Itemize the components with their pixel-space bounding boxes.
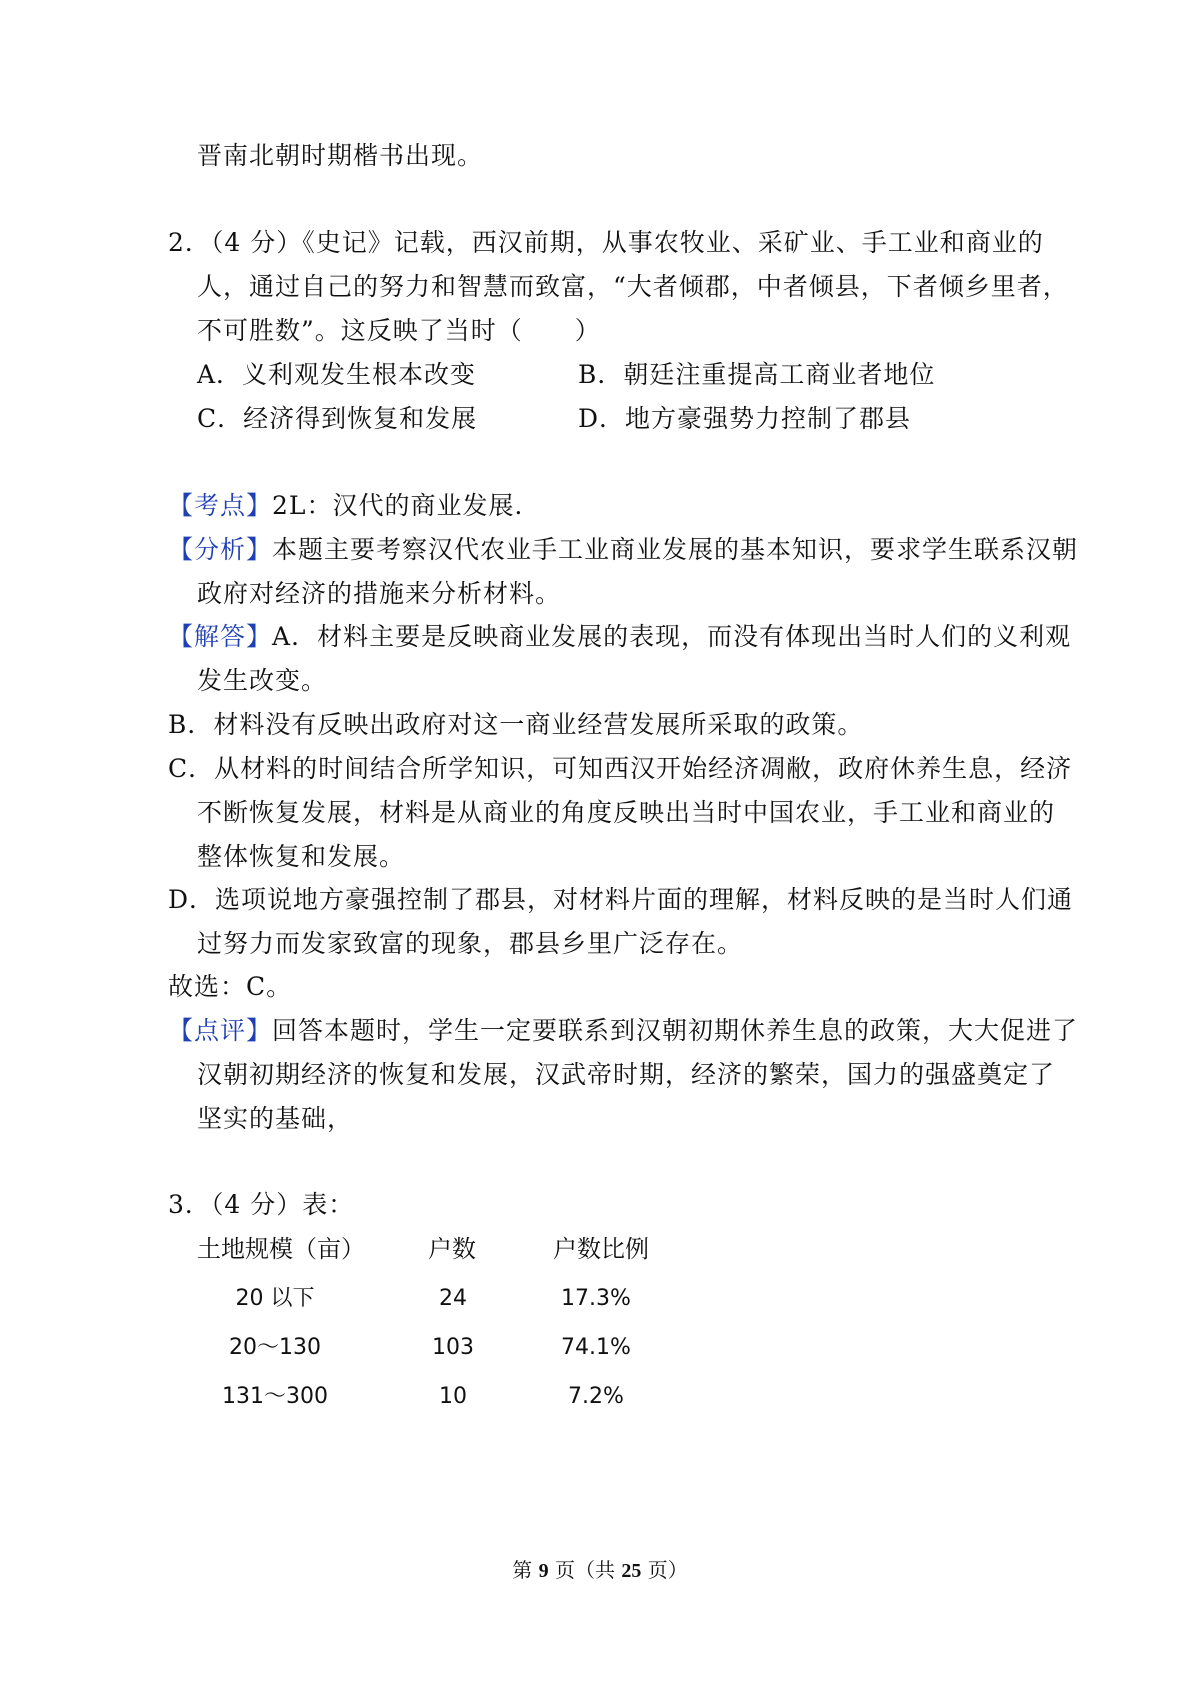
fenxi-tag: 【分析】 (168, 535, 273, 564)
kaodian-line (168, 491, 541, 521)
footer-middle: 页（共 (548, 1558, 622, 1582)
table-row-3-ratio: 7.2% (568, 1384, 624, 1409)
dianping-tag: 【点评】 (168, 1016, 273, 1045)
table-row-1-land: 20 以下 (235, 1286, 315, 1311)
analysis-d-line-2: 过努力而发家致富的现象，郡县乡里广泛存在。 (197, 929, 744, 958)
analysis-c-line-3: 整体恢复和发展。 (197, 842, 406, 871)
fenxi-line-1 (168, 535, 1078, 565)
footer-page-number: 9 (538, 1560, 549, 1582)
answer-line: 故选：C。 (168, 972, 293, 1001)
page-footer (0, 1558, 1200, 1583)
table-row-1-ratio: 17.3% (561, 1286, 631, 1311)
footer-suffix: 页） (641, 1558, 688, 1582)
q3-stem: 3．（4 分）表： (168, 1190, 355, 1219)
table-row-3-households: 10 (439, 1384, 467, 1409)
jieda-line-2: 发生改变。 (197, 666, 328, 695)
jieda-text-1: A．材料主要是反映商业发展的表现，而没有体现出当时人们的义利观 (272, 622, 1072, 651)
fenxi-text-1: 本题主要考察汉代农业手工业商业发展的基本知识，要求学生联系汉朝 (272, 535, 1079, 564)
q2-option-c: C．经济得到恢复和发展 (197, 404, 478, 433)
carry-over-text: 晋南北朝时期楷书出现。 (197, 141, 484, 170)
table-row-2-ratio: 74.1% (561, 1335, 631, 1360)
analysis-b: B．材料没有反映出政府对这一商业经营发展所采取的政策。 (168, 710, 864, 739)
table-row-1-households: 24 (439, 1286, 467, 1311)
kaodian-tag: 【考点】 (168, 491, 273, 520)
q2-option-a: A．义利观发生根本改变 (197, 360, 477, 389)
q2-option-d: D．地方豪强势力控制了郡县 (578, 404, 912, 433)
dianping-text-1: 回答本题时，学生一定要联系到汉朝初期休养生息的政策，大大促进了 (272, 1016, 1079, 1045)
table-header-land: 土地规模（亩） (197, 1235, 365, 1263)
fenxi-line-2: 政府对经济的措施来分析材料。 (197, 579, 562, 608)
analysis-c-line-2: 不断恢复发展，材料是从商业的角度反映出当时中国农业，手工业和商业的 (197, 798, 1056, 827)
dianping-line-3: 坚实的基础， (197, 1104, 354, 1133)
dianping-line-1 (168, 1016, 1078, 1046)
jieda-line-1 (168, 622, 1071, 652)
footer-total-pages: 25 (621, 1560, 642, 1582)
kaodian-text: 2L：汉代的商业发展． (272, 491, 541, 520)
table-row-3-land: 131～300 (222, 1384, 328, 1409)
table-row-2-land: 20～130 (229, 1335, 321, 1360)
q2-stem-line-2: 人，通过自己的努力和智慧而致富，“大者倾郡，中者倾县，下者倾乡里者， (197, 272, 1069, 301)
table-header-households: 户数 (428, 1235, 476, 1263)
dianping-line-2: 汉朝初期经济的恢复和发展，汉武帝时期，经济的繁荣，国力的强盛奠定了 (197, 1060, 1056, 1089)
q2-stem-line-1: 2．（4 分）《史记》记载，西汉前期，从事农牧业、采矿业、手工业和商业的 (168, 228, 1044, 257)
table-row-2-households: 103 (432, 1335, 474, 1360)
footer-prefix: 第 (512, 1558, 539, 1582)
analysis-d-line-1: D．选项说地方豪强控制了郡县，对材料片面的理解，材料反映的是当时人们通 (168, 885, 1074, 914)
q2-option-b: B．朝廷注重提高工商业者地位 (578, 360, 936, 389)
table-header-ratio: 户数比例 (553, 1235, 649, 1263)
q2-stem-line-3: 不可胜数”。这反映了当时（ ） (197, 316, 601, 345)
jieda-tag: 【解答】 (168, 622, 273, 651)
analysis-c-line-1: C．从材料的时间结合所学知识，可知西汉开始经济凋敝，政府休养生息，经济 (168, 754, 1073, 783)
